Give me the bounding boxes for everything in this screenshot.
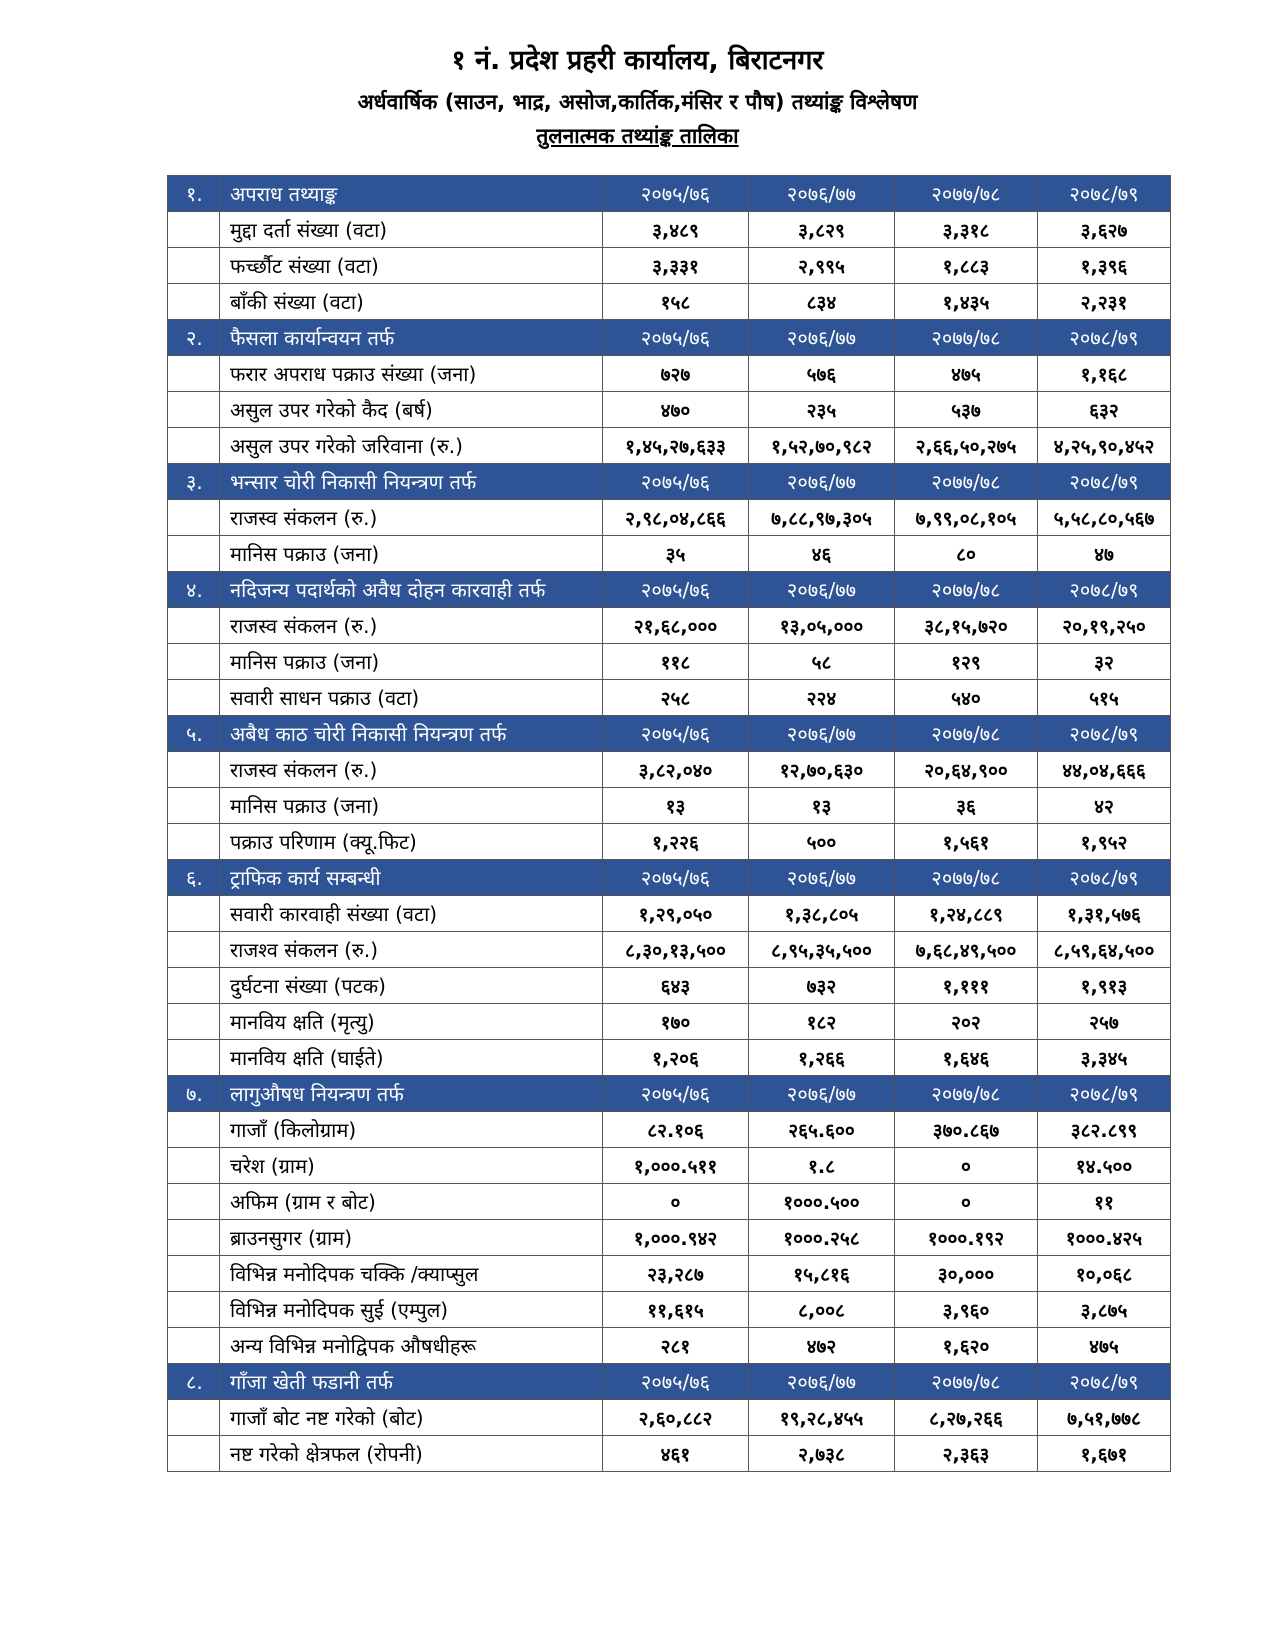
value-cell: १९,२८,४५५	[749, 1400, 895, 1436]
table-row	[168, 1184, 1171, 1220]
table-row	[168, 1292, 1171, 1328]
value-cell: ८,००८	[749, 1292, 895, 1328]
row-label: चरेश (ग्राम)	[220, 1148, 603, 1184]
year-header-cell: २०७८/७९	[1038, 860, 1171, 896]
value-cell: ४२	[1038, 788, 1171, 824]
table-row	[168, 392, 1171, 428]
value-cell: २५७	[1038, 1004, 1171, 1040]
empty-index-cell	[168, 968, 220, 1004]
year-header-cell: २०७७/७८	[895, 464, 1038, 500]
value-cell: २०,१९,२५०	[1038, 608, 1171, 644]
value-cell: २३,२८७	[603, 1256, 749, 1292]
section-label: ट्राफिक कार्य सम्बन्धी	[220, 860, 603, 896]
table-row	[168, 500, 1171, 536]
row-label: अफिम (ग्राम र बोट)	[220, 1184, 603, 1220]
value-cell: ५७६	[749, 356, 895, 392]
value-cell: २,९८,०४,८६६	[603, 500, 749, 536]
value-cell: ४६	[749, 536, 895, 572]
table-row	[168, 1400, 1171, 1436]
value-cell: ३,३३१	[603, 248, 749, 284]
table-row	[168, 752, 1171, 788]
value-cell: ३,६२७	[1038, 212, 1171, 248]
year-header-cell: २०७५/७६	[603, 1076, 749, 1112]
value-cell: ३२	[1038, 644, 1171, 680]
year-header-cell: २०७७/७८	[895, 1076, 1038, 1112]
value-cell: २१,६८,०००	[603, 608, 749, 644]
value-cell: १,२४,८८९	[895, 896, 1038, 932]
value-cell: ४७	[1038, 536, 1171, 572]
value-cell: ८०	[895, 536, 1038, 572]
section-label: गाँजा खेती फडानी तर्फ	[220, 1364, 603, 1400]
table-row	[168, 1220, 1171, 1256]
year-header-cell: २०७७/७८	[895, 176, 1038, 212]
empty-index-cell	[168, 824, 220, 860]
value-cell: १,१११	[895, 968, 1038, 1004]
section-header-row	[168, 1076, 1171, 1112]
year-header-cell: २०७६/७७	[749, 320, 895, 356]
table-row	[168, 1112, 1171, 1148]
page-subtitle: अर्धवार्षिक (साउन, भाद्र, असोज,कार्तिक,मंसिर र पौष) तथ्यांङ्क विश्लेषण	[357, 90, 918, 114]
empty-index-cell	[168, 428, 220, 464]
empty-index-cell	[168, 392, 220, 428]
value-cell: ५८	[749, 644, 895, 680]
section-label: नदिजन्य पदार्थको अवैध दोहन कारवाही तर्फ	[220, 572, 603, 608]
row-label: मुद्दा दर्ता संख्या (वटा)	[220, 212, 603, 248]
empty-index-cell	[168, 644, 220, 680]
value-cell: ३८,१५,७२०	[895, 608, 1038, 644]
value-cell: ७,६८,४९,५००	[895, 932, 1038, 968]
row-label: ब्राउनसुगर (ग्राम)	[220, 1220, 603, 1256]
empty-index-cell	[168, 1436, 220, 1472]
value-cell: १५,८१६	[749, 1256, 895, 1292]
value-cell: ८,२७,२६६	[895, 1400, 1038, 1436]
row-label: राजस्व संकलन (रु.)	[220, 500, 603, 536]
value-cell: ८,३०,१३,५००	[603, 932, 749, 968]
empty-index-cell	[168, 500, 220, 536]
value-cell: ४४,०४,६६६	[1038, 752, 1171, 788]
value-cell: २०२	[895, 1004, 1038, 1040]
table-row	[168, 356, 1171, 392]
section-number: १.	[168, 176, 220, 212]
empty-index-cell	[168, 680, 220, 716]
row-label: मानिस पक्राउ (जना)	[220, 644, 603, 680]
value-cell: १,८८३	[895, 248, 1038, 284]
section-label: अबैध काठ चोरी निकासी नियन्त्रण तर्फ	[220, 716, 603, 752]
year-header-cell: २०७६/७७	[749, 860, 895, 896]
value-cell: २,३६३	[895, 1436, 1038, 1472]
section-number: ८.	[168, 1364, 220, 1400]
value-cell: १,२९,०५०	[603, 896, 749, 932]
value-cell: ५१५	[1038, 680, 1171, 716]
year-header-cell: २०७६/७७	[749, 716, 895, 752]
value-cell: १५८	[603, 284, 749, 320]
table-row	[168, 608, 1171, 644]
section-number: ५.	[168, 716, 220, 752]
value-cell: १,३१,५७६	[1038, 896, 1171, 932]
year-header-cell: २०७८/७९	[1038, 716, 1171, 752]
value-cell: १,४५,२७,६३३	[603, 428, 749, 464]
section-label: फैसला कार्यान्वयन तर्फ	[220, 320, 603, 356]
row-label: राजस्व संकलन (रु.)	[220, 608, 603, 644]
section-header-row	[168, 572, 1171, 608]
value-cell: १०००.५००	[749, 1184, 895, 1220]
table-row	[168, 428, 1171, 464]
row-label: नष्ट गरेको क्षेत्रफल (रोपनी)	[220, 1436, 603, 1472]
table-row	[168, 212, 1171, 248]
table-title	[0, 122, 1275, 150]
value-cell: ८,९५,३५,५००	[749, 932, 895, 968]
value-cell: १,३९६	[1038, 248, 1171, 284]
table-row	[168, 1436, 1171, 1472]
section-number: ७.	[168, 1076, 220, 1112]
empty-index-cell	[168, 1040, 220, 1076]
value-cell: १,५२,७०,९८२	[749, 428, 895, 464]
value-cell: ३६	[895, 788, 1038, 824]
row-label: गाजाँ बोट नष्ट गरेको (बोट)	[220, 1400, 603, 1436]
table-row	[168, 1328, 1171, 1364]
table-row	[168, 536, 1171, 572]
year-header-cell: २०७७/७८	[895, 320, 1038, 356]
value-cell: १.८	[749, 1148, 895, 1184]
value-cell: ८,५९,६४,५००	[1038, 932, 1171, 968]
value-cell: ६३२	[1038, 392, 1171, 428]
value-cell: ३,८२९	[749, 212, 895, 248]
empty-index-cell	[168, 1148, 220, 1184]
value-cell: ३,३४५	[1038, 1040, 1171, 1076]
value-cell: ७३२	[749, 968, 895, 1004]
table-row	[168, 284, 1171, 320]
value-cell: ३,८२,०४०	[603, 752, 749, 788]
value-cell: ३०,०००	[895, 1256, 1038, 1292]
value-cell: ०	[603, 1184, 749, 1220]
year-header-cell: २०७८/७९	[1038, 572, 1171, 608]
empty-index-cell	[168, 1400, 220, 1436]
section-header-row	[168, 176, 1171, 212]
table-row	[168, 1256, 1171, 1292]
value-cell: २,९९५	[749, 248, 895, 284]
year-header-cell: २०७५/७६	[603, 320, 749, 356]
value-cell: ७,९९,०८,१०५	[895, 500, 1038, 536]
value-cell: २६५.६००	[749, 1112, 895, 1148]
value-cell: ८३४	[749, 284, 895, 320]
value-cell: १०००.२५८	[749, 1220, 895, 1256]
empty-index-cell	[168, 536, 220, 572]
row-label: असुल उपर गरेको जरिवाना (रु.)	[220, 428, 603, 464]
value-cell: ४७२	[749, 1328, 895, 1364]
row-label: मानिस पक्राउ (जना)	[220, 788, 603, 824]
table-row	[168, 824, 1171, 860]
value-cell: ४७५	[1038, 1328, 1171, 1364]
value-cell: ४६१	[603, 1436, 749, 1472]
value-cell: १,२०६	[603, 1040, 749, 1076]
year-header-cell: २०७५/७६	[603, 572, 749, 608]
table-row	[168, 932, 1171, 968]
value-cell: १२,७०,६३०	[749, 752, 895, 788]
empty-index-cell	[168, 788, 220, 824]
value-cell: ३,३१८	[895, 212, 1038, 248]
table-row	[168, 1004, 1171, 1040]
empty-index-cell	[168, 1256, 220, 1292]
section-header-row	[168, 464, 1171, 500]
year-header-cell: २०७८/७९	[1038, 320, 1171, 356]
empty-index-cell	[168, 248, 220, 284]
value-cell: २५८	[603, 680, 749, 716]
value-cell: १४.५००	[1038, 1148, 1171, 1184]
section-header-row	[168, 1364, 1171, 1400]
empty-index-cell	[168, 608, 220, 644]
row-label: दुर्घटना संख्या (पटक)	[220, 968, 603, 1004]
year-header-cell: २०७६/७७	[749, 1076, 895, 1112]
year-header-cell: २०७८/७९	[1038, 1076, 1171, 1112]
year-header-cell: २०७५/७६	[603, 176, 749, 212]
row-label: गाजाँ (किलोग्राम)	[220, 1112, 603, 1148]
year-header-cell: २०७८/७९	[1038, 464, 1171, 500]
value-cell: ३,४८९	[603, 212, 749, 248]
year-header-cell: २०७५/७६	[603, 1364, 749, 1400]
year-header-cell: २०७८/७९	[1038, 1364, 1171, 1400]
table-row	[168, 680, 1171, 716]
empty-index-cell	[168, 1112, 220, 1148]
value-cell: ११	[1038, 1184, 1171, 1220]
section-header-row	[168, 860, 1171, 896]
row-label: मानविय क्षति (मृत्यु)	[220, 1004, 603, 1040]
value-cell: १,०००.५११	[603, 1148, 749, 1184]
empty-index-cell	[168, 1004, 220, 1040]
value-cell: १,४३५	[895, 284, 1038, 320]
value-cell: १३	[749, 788, 895, 824]
table-row	[168, 1148, 1171, 1184]
table-row	[168, 968, 1171, 1004]
empty-index-cell	[168, 212, 220, 248]
year-header-cell: २०७६/७७	[749, 464, 895, 500]
value-cell: ५३७	[895, 392, 1038, 428]
table-row	[168, 644, 1171, 680]
row-label: मानिस पक्राउ (जना)	[220, 536, 603, 572]
value-cell: २,६०,८८२	[603, 1400, 749, 1436]
value-cell: १,२२६	[603, 824, 749, 860]
value-cell: १२९	[895, 644, 1038, 680]
value-cell: ३,८७५	[1038, 1292, 1171, 1328]
value-cell: १३	[603, 788, 749, 824]
value-cell: १८२	[749, 1004, 895, 1040]
year-header-cell: २०७७/७८	[895, 572, 1038, 608]
section-number: ६.	[168, 860, 220, 896]
value-cell: १३,०५,०००	[749, 608, 895, 644]
section-header-row	[168, 716, 1171, 752]
value-cell: ३५	[603, 536, 749, 572]
value-cell: ४,२५,९०,४५२	[1038, 428, 1171, 464]
section-header-row	[168, 320, 1171, 356]
section-label: अपराध तथ्याङ्क	[220, 176, 603, 212]
value-cell: ११,६१५	[603, 1292, 749, 1328]
section-label: भन्सार चोरी निकासी नियन्त्रण तर्फ	[220, 464, 603, 500]
row-label: पक्राउ परिणाम (क्यू.फिट)	[220, 824, 603, 860]
year-header-cell: २०७५/७६	[603, 716, 749, 752]
value-cell: २,७३८	[749, 1436, 895, 1472]
value-cell: ०	[895, 1184, 1038, 1220]
value-cell: १,९५२	[1038, 824, 1171, 860]
value-cell: ३,९६०	[895, 1292, 1038, 1328]
table-row	[168, 248, 1171, 284]
year-header-cell: २०७७/७८	[895, 860, 1038, 896]
row-label: फर्च्छौट संख्या (वटा)	[220, 248, 603, 284]
comparative-table	[167, 175, 1171, 1472]
value-cell: १०,०६८	[1038, 1256, 1171, 1292]
value-cell: २२४	[749, 680, 895, 716]
value-cell: ७,८८,९७,३०५	[749, 500, 895, 536]
value-cell: १,६४६	[895, 1040, 1038, 1076]
row-label: अन्य विभिन्न मनोद्विपक औषधीहरू	[220, 1328, 603, 1364]
row-label: सवारी साधन पक्राउ (वटा)	[220, 680, 603, 716]
empty-index-cell	[168, 356, 220, 392]
value-cell: २८१	[603, 1328, 749, 1364]
table-row	[168, 896, 1171, 932]
value-cell: ५००	[749, 824, 895, 860]
row-label: बाँकी संख्या (वटा)	[220, 284, 603, 320]
value-cell: ०	[895, 1148, 1038, 1184]
value-cell: २०,६४,९००	[895, 752, 1038, 788]
value-cell: ३८२.८९९	[1038, 1112, 1171, 1148]
empty-index-cell	[168, 932, 220, 968]
value-cell: १,६७१	[1038, 1436, 1171, 1472]
section-label: लागुऔषध नियन्त्रण तर्फ	[220, 1076, 603, 1112]
year-header-cell: २०७७/७८	[895, 716, 1038, 752]
value-cell: ४७०	[603, 392, 749, 428]
year-header-cell: २०७६/७७	[749, 1364, 895, 1400]
year-header-cell: २०७६/७७	[749, 572, 895, 608]
year-header-cell: २०७६/७७	[749, 176, 895, 212]
value-cell: १७०	[603, 1004, 749, 1040]
row-label: विभिन्न मनोदिपक चक्कि /क्याप्सुल	[220, 1256, 603, 1292]
value-cell: १,५६१	[895, 824, 1038, 860]
section-number: २.	[168, 320, 220, 356]
row-label: सवारी कारवाही संख्या (वटा)	[220, 896, 603, 932]
value-cell: ७२७	[603, 356, 749, 392]
value-cell: १,३८,८०५	[749, 896, 895, 932]
value-cell: १,२६६	[749, 1040, 895, 1076]
value-cell: १०००.४२५	[1038, 1220, 1171, 1256]
table-row	[168, 788, 1171, 824]
row-label: विभिन्न मनोदिपक सुई (एम्पुल)	[220, 1292, 603, 1328]
value-cell: ८२.१०६	[603, 1112, 749, 1148]
row-label: मानविय क्षति (घाईते)	[220, 1040, 603, 1076]
empty-index-cell	[168, 896, 220, 932]
table-body	[168, 176, 1171, 1472]
section-number: ३.	[168, 464, 220, 500]
value-cell: २३५	[749, 392, 895, 428]
value-cell: ३७०.८६७	[895, 1112, 1038, 1148]
value-cell: २,२३१	[1038, 284, 1171, 320]
row-label: फरार अपराध पक्राउ संख्या (जना)	[220, 356, 603, 392]
year-header-cell: २०७७/७८	[895, 1364, 1038, 1400]
value-cell: ५,५८,८०,५६७	[1038, 500, 1171, 536]
value-cell: १,१६८	[1038, 356, 1171, 392]
value-cell: ४७५	[895, 356, 1038, 392]
row-label: असुल उपर गरेको कैद (बर्ष)	[220, 392, 603, 428]
table-title-text: तुलनात्मक तथ्यांङ्क तालिका	[536, 124, 739, 148]
value-cell: १,०००.९४२	[603, 1220, 749, 1256]
empty-index-cell	[168, 1220, 220, 1256]
empty-index-cell	[168, 284, 220, 320]
year-header-cell: २०७८/७९	[1038, 176, 1171, 212]
section-number: ४.	[168, 572, 220, 608]
row-label: राजस्व संकलन (रु.)	[220, 752, 603, 788]
row-label: राजश्व संकलन (रु.)	[220, 932, 603, 968]
value-cell: १,९१३	[1038, 968, 1171, 1004]
year-header-cell: २०७५/७६	[603, 464, 749, 500]
value-cell: ११८	[603, 644, 749, 680]
empty-index-cell	[168, 1328, 220, 1364]
table-row	[168, 1040, 1171, 1076]
value-cell: ६४३	[603, 968, 749, 1004]
value-cell: ५४०	[895, 680, 1038, 716]
value-cell: ७,५१,७७८	[1038, 1400, 1171, 1436]
empty-index-cell	[168, 1184, 220, 1220]
empty-index-cell	[168, 752, 220, 788]
page-title: १ नं. प्रदेश प्रहरी कार्यालय, बिराटनगर	[451, 45, 824, 76]
value-cell: २,६६,५०,२७५	[895, 428, 1038, 464]
value-cell: १०००.१९२	[895, 1220, 1038, 1256]
year-header-cell: २०७५/७६	[603, 860, 749, 896]
value-cell: १,६२०	[895, 1328, 1038, 1364]
empty-index-cell	[168, 1292, 220, 1328]
